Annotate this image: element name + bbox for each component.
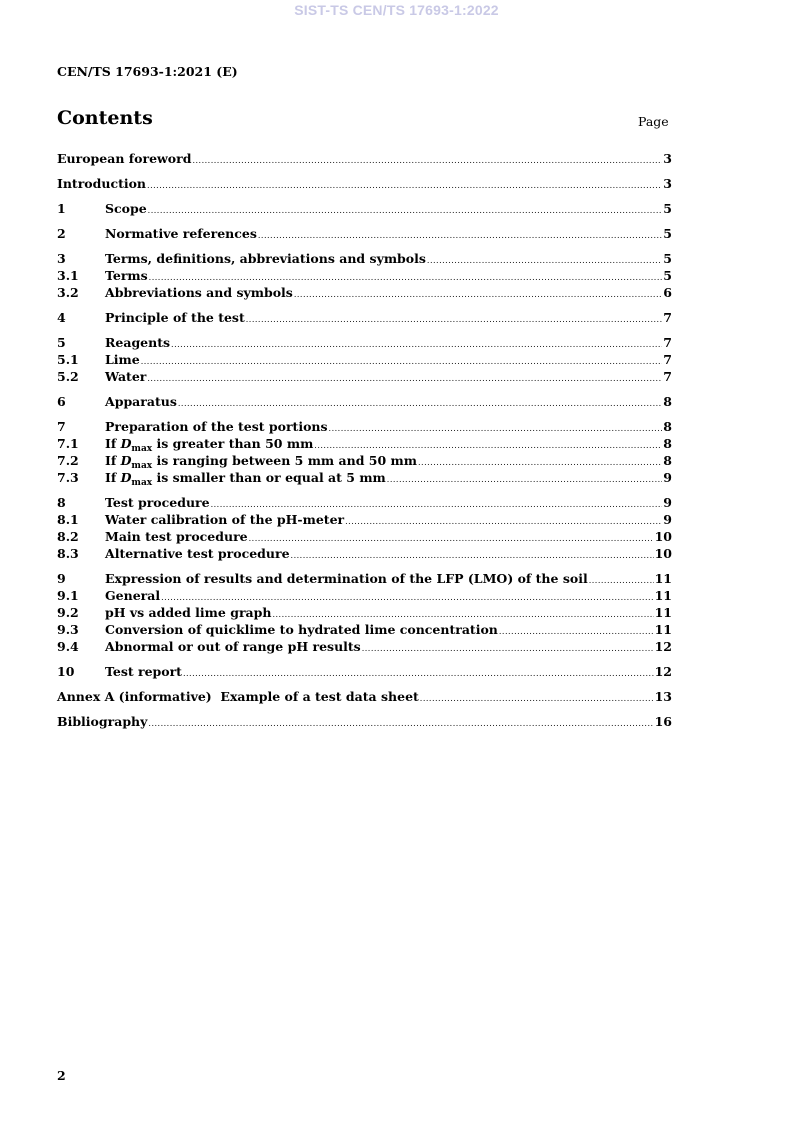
- toc-entry-page: 9: [663, 512, 672, 527]
- toc-entry-page: 10: [654, 529, 672, 544]
- variable-d: D: [120, 470, 132, 485]
- toc-entry-page: 5: [663, 201, 672, 216]
- toc-entry-page: 3: [663, 176, 672, 191]
- toc-entry-number: 2: [57, 226, 66, 241]
- toc-entry-number: 8: [57, 495, 66, 510]
- toc-entry[interactable]: [57, 494, 672, 511]
- toc-entry[interactable]: [57, 351, 672, 368]
- toc-entry[interactable]: [57, 452, 672, 469]
- toc-entry-page: 5: [663, 251, 672, 266]
- dot-leader: [258, 227, 662, 244]
- toc-entry-number: 9.4: [57, 639, 79, 654]
- toc-entry-page: 8: [663, 453, 672, 468]
- toc-entry-page: 11: [654, 571, 672, 586]
- toc-entry[interactable]: [57, 621, 672, 638]
- toc-entry-number: 5.1: [57, 352, 79, 367]
- toc-entry-page: 8: [663, 436, 672, 451]
- toc-entry[interactable]: [57, 267, 672, 284]
- toc-entry-page: 7: [663, 310, 672, 325]
- dot-leader: [294, 286, 662, 303]
- toc-entry[interactable]: [57, 225, 672, 242]
- toc-entry-number: 9.1: [57, 588, 79, 603]
- toc-entry-page: 5: [663, 268, 672, 283]
- toc-entry-number: 7.1: [57, 436, 79, 451]
- toc-entry-number: 4: [57, 310, 66, 325]
- toc-entry-number: 9.2: [57, 605, 79, 620]
- subscript-max: max: [131, 478, 153, 488]
- toc-entry-title: Terms, definitions, abbreviations and symbols: [105, 251, 426, 266]
- toc-entry-number: 1: [57, 201, 66, 216]
- dot-leader: [329, 420, 663, 437]
- watermark: SIST-TS CEN/TS 17693-1:2022: [294, 2, 499, 18]
- toc-entry-number: 5: [57, 335, 66, 350]
- dot-leader: [147, 177, 662, 194]
- toc-entry-number: 7.3: [57, 470, 79, 485]
- dot-leader: [171, 336, 662, 353]
- toc-entry-title: European foreword: [57, 151, 192, 166]
- toc-entry-page: 10: [654, 546, 672, 561]
- subscript-max: max: [131, 444, 153, 454]
- title-suffix: is ranging between 5 mm and 50 mm: [152, 453, 417, 468]
- toc-entry-title: Water: [105, 369, 147, 384]
- toc-entry-title: Abnormal or out of range pH results: [105, 639, 361, 654]
- contents-heading: Contents: [57, 107, 153, 129]
- table-of-contents: [57, 150, 672, 730]
- toc-entry-number: 6: [57, 394, 66, 409]
- toc-entry-title: Abbreviations and symbols: [105, 285, 293, 300]
- toc-entry-title: Alternative test procedure: [105, 546, 290, 561]
- toc-entry-number: 8.2: [57, 529, 79, 544]
- toc-entry-title: [105, 452, 417, 469]
- toc-entry-number: 3.1: [57, 268, 79, 283]
- toc-entry-page: 6: [663, 285, 672, 300]
- dot-leader: [141, 353, 663, 370]
- dot-leader: [427, 252, 662, 269]
- toc-entry-page: 9: [663, 470, 672, 485]
- toc-entry[interactable]: [57, 511, 672, 528]
- page-number: 2: [57, 1068, 66, 1083]
- toc-entry[interactable]: [57, 587, 672, 604]
- dot-leader: [499, 623, 654, 640]
- toc-entry-number: 8.3: [57, 546, 79, 561]
- toc-entry-number: 9: [57, 571, 66, 586]
- toc-entry-page: 7: [663, 369, 672, 384]
- variable-d: D: [120, 453, 132, 468]
- toc-entry-number: 10: [57, 664, 75, 679]
- toc-entry-title: Introduction: [57, 176, 147, 191]
- toc-entry-title: Expression of results and determination of the LFP (LMO) of the soil: [105, 571, 588, 586]
- toc-entry-page: 11: [654, 605, 672, 620]
- title-prefix: If: [105, 453, 121, 468]
- subscript-max: max: [131, 461, 153, 471]
- toc-entry-title: Bibliography: [57, 714, 148, 729]
- dot-leader: [178, 395, 662, 412]
- toc-entry-page: 12: [654, 664, 672, 679]
- toc-entry[interactable]: [57, 638, 672, 655]
- toc-entry[interactable]: [57, 528, 672, 545]
- toc-entry[interactable]: [57, 393, 672, 410]
- toc-entry[interactable]: [57, 435, 672, 452]
- toc-entry-title: Apparatus: [105, 394, 177, 409]
- dot-leader: [345, 513, 662, 530]
- toc-entry-title: Annex A (informative) Example of a test data sheet: [57, 689, 419, 704]
- toc-entry-number: 8.1: [57, 512, 79, 527]
- dot-leader: [362, 640, 654, 657]
- toc-entry-title: Test report: [105, 664, 182, 679]
- toc-entry[interactable]: [57, 469, 672, 486]
- toc-entry-title: Normative references: [105, 226, 257, 241]
- toc-entry-page: 9: [663, 495, 672, 510]
- toc-entry-title: Main test procedure: [105, 529, 248, 544]
- toc-entry-title: General: [105, 588, 161, 603]
- toc-entry-title: Lime: [105, 352, 140, 367]
- toc-entry-page: 7: [663, 352, 672, 367]
- toc-entry-number: 5.2: [57, 369, 79, 384]
- toc-entry-title: Scope: [105, 201, 147, 216]
- toc-entry-title: Conversion of quicklime to hydrated lime concentration: [105, 622, 498, 637]
- variable-d: D: [120, 436, 132, 451]
- toc-entry[interactable]: [57, 368, 672, 385]
- toc-entry[interactable]: [57, 309, 672, 326]
- dot-leader: [148, 202, 663, 219]
- toc-entry[interactable]: [57, 663, 672, 680]
- title-suffix: is greater than 50 mm: [152, 436, 314, 451]
- toc-entry[interactable]: [57, 713, 672, 730]
- title-suffix: is smaller than or equal at 5 mm: [152, 470, 386, 485]
- toc-entry-title: Test procedure: [105, 495, 210, 510]
- toc-entry-number: 3: [57, 251, 66, 266]
- toc-entry[interactable]: [57, 250, 672, 267]
- toc-entry-page: 11: [654, 588, 672, 603]
- dot-leader: [420, 690, 654, 707]
- toc-entry-page: 11: [654, 622, 672, 637]
- toc-entry-title: Principle of the test: [105, 310, 245, 325]
- toc-entry-number: 7: [57, 419, 66, 434]
- title-prefix: If: [105, 436, 121, 451]
- dot-leader: [148, 715, 653, 732]
- toc-entry-title: pH vs added lime graph: [105, 605, 272, 620]
- toc-entry-page: 12: [654, 639, 672, 654]
- toc-entry[interactable]: [57, 570, 672, 587]
- toc-entry-page: 8: [663, 394, 672, 409]
- dot-leader: [147, 370, 662, 387]
- toc-entry[interactable]: [57, 688, 672, 705]
- toc-entry-title: Water calibration of the pH-meter: [105, 512, 345, 527]
- toc-entry-title: Preparation of the test portions: [105, 419, 328, 434]
- toc-entry-title: [105, 435, 313, 452]
- toc-entry-page: 5: [663, 226, 672, 241]
- dot-leader: [249, 530, 654, 547]
- toc-entry-page: 7: [663, 335, 672, 350]
- toc-entry-title: [105, 469, 386, 486]
- toc-entry-page: 16: [654, 714, 672, 729]
- toc-entry-number: 9.3: [57, 622, 79, 637]
- dot-leader: [291, 547, 654, 564]
- toc-entry[interactable]: [57, 604, 672, 621]
- dot-leader: [192, 152, 662, 169]
- toc-entry[interactable]: [57, 200, 672, 217]
- title-prefix: If: [105, 470, 121, 485]
- toc-entry-number: 7.2: [57, 453, 79, 468]
- dot-leader: [387, 471, 663, 488]
- toc-entry[interactable]: [57, 545, 672, 562]
- toc-entry-page: 8: [663, 419, 672, 434]
- toc-entry-number: 3.2: [57, 285, 79, 300]
- dot-leader: [589, 572, 654, 589]
- page-column-label: Page: [638, 114, 669, 129]
- document-id: CEN/TS 17693-1:2021 (E): [57, 64, 238, 79]
- dot-leader: [183, 665, 654, 682]
- dot-leader: [418, 454, 662, 471]
- toc-entry[interactable]: [57, 150, 672, 167]
- toc-entry-title: Terms: [105, 268, 148, 283]
- toc-entry-page: 3: [663, 151, 672, 166]
- toc-entry[interactable]: [57, 418, 672, 435]
- toc-entry[interactable]: [57, 175, 672, 192]
- toc-entry-page: 13: [654, 689, 672, 704]
- toc-entry-title: Reagents: [105, 335, 171, 350]
- toc-entry[interactable]: [57, 334, 672, 351]
- toc-entry[interactable]: [57, 284, 672, 301]
- dot-leader: [246, 311, 663, 328]
